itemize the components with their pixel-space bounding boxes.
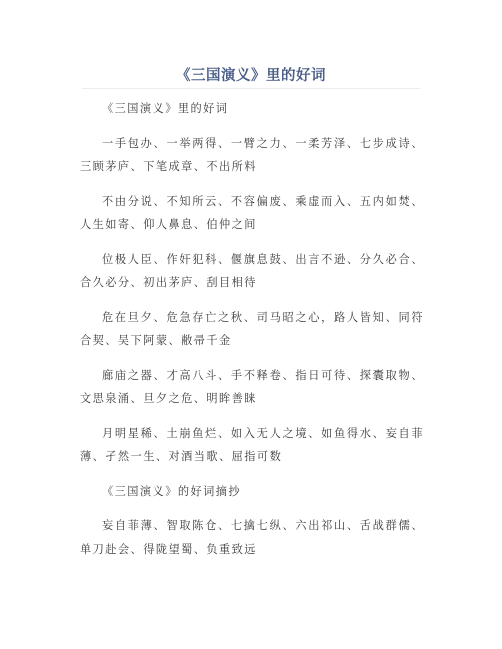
paragraph-3: 位极人臣、作奸犯科、偃旗息鼓、出言不逊、分久必合、合久必分、初出茅庐、刮目相待 (80, 252, 424, 289)
title-divider (82, 88, 420, 89)
paragraph-2: 不由分说、不知所云、不容偏废、乘虚而入、五内如焚、人生如寄、仰人鼻息、伯仲之间 (80, 194, 424, 231)
paragraph-1: 一手包办、一举两得、一臂之力、一柔芳泽、七步成诗、三顾茅庐、下笔成章、不出所料 (80, 136, 424, 173)
paragraph-4: 危在旦夕、危急存亡之秋、司马昭之心，路人皆知、同符合契、吴下阿蒙、敝帚千金 (80, 310, 424, 347)
document-title: 《三国演义》里的好词 (176, 68, 326, 84)
paragraph-6: 月明星稀、土崩鱼烂、如入无人之境、如鱼得水、妄自菲薄、孑然一生、对酒当歌、屈指可数 (80, 426, 424, 463)
paragraph-7: 妄自菲薄、智取陈仓、七擒七纵、六出祁山、舌战群儒、单刀赴会、得陇望蜀、负重致远 (80, 519, 424, 556)
paragraph-heading-2: 《三国演义》的好词摘抄 (102, 484, 242, 498)
paragraph-5: 廊庙之器、才高八斗、手不释卷、指日可待、探囊取物、文思泉涌、旦夕之危、明眸善睐 (80, 368, 424, 405)
paragraph-heading-1: 《三国演义》里的好词 (102, 102, 229, 115)
document-body (80, 97, 424, 561)
